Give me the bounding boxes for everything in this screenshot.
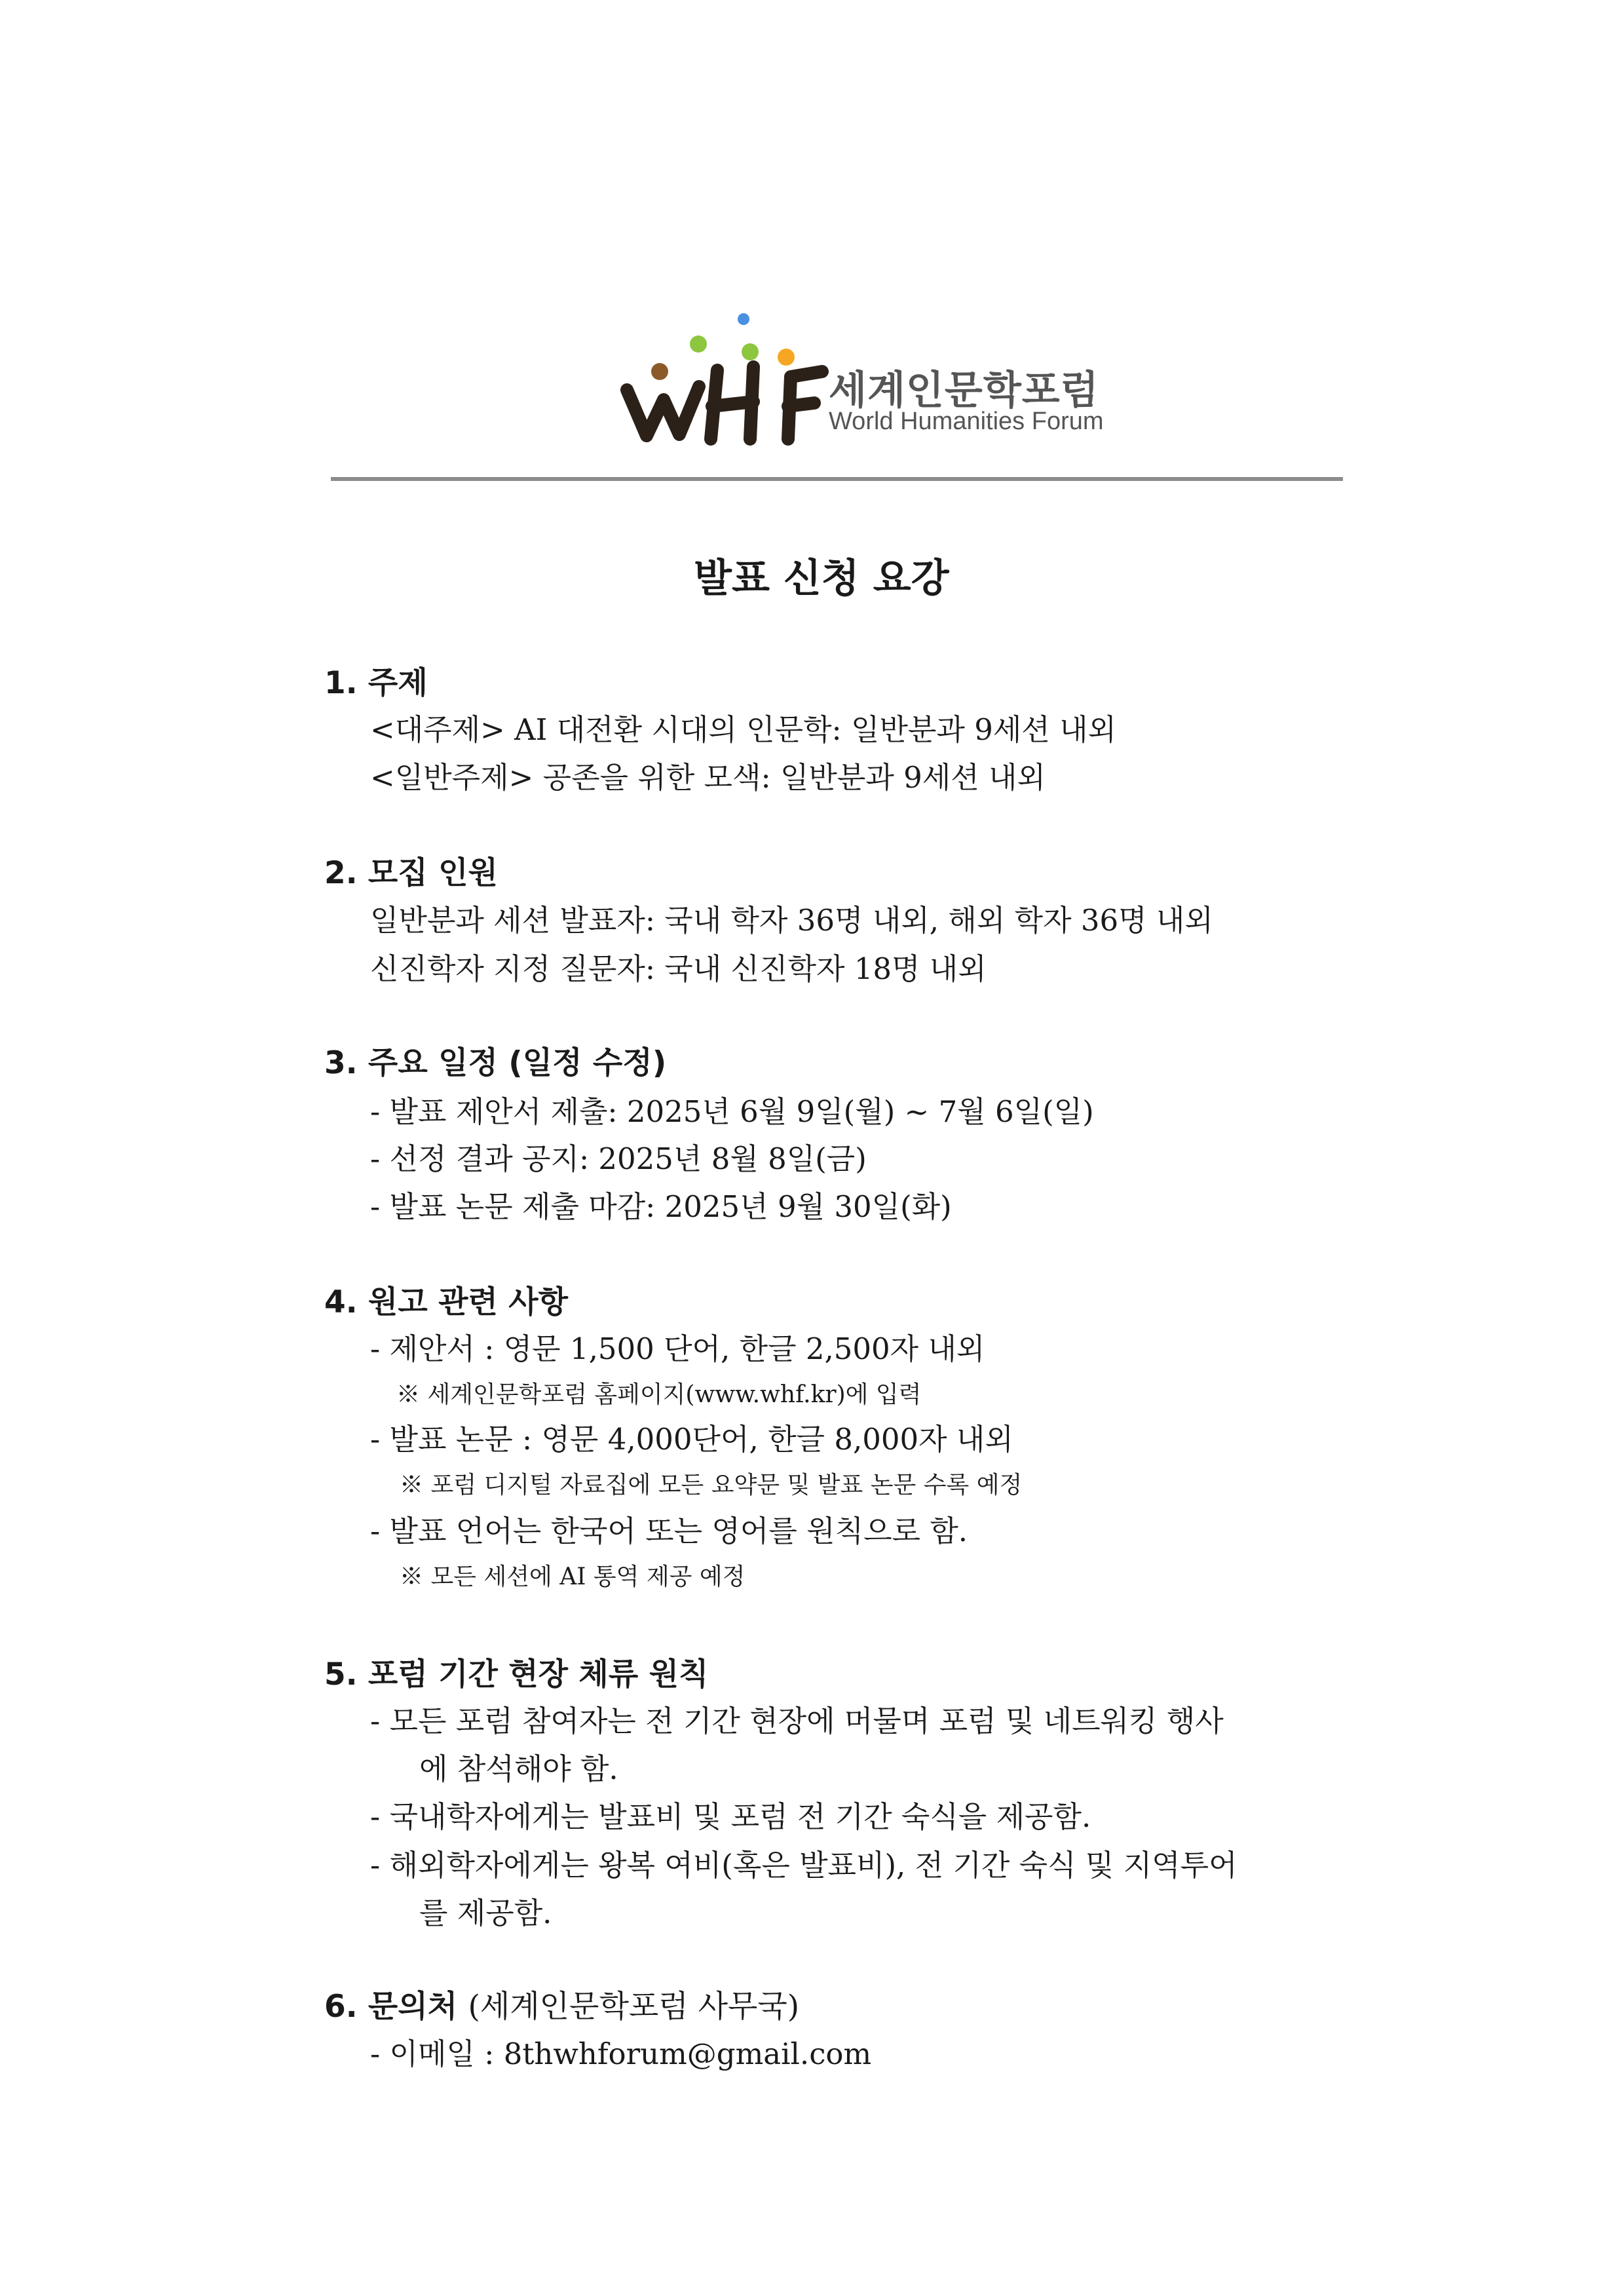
section-4-line-1: - 제안서 : 영문 1,500 단어, 한글 2,500자 내외 (370, 1331, 985, 1366)
logo-letter-w (627, 387, 699, 436)
org-name-english: World Humanities Forum (829, 408, 1104, 435)
logo-letter-f (788, 372, 822, 439)
logo-dot-green (690, 335, 707, 353)
section-5-line-3: - 해외학자에게는 왕복 여비(혹은 발표비), 전 기간 숙식 및 지역투어 (370, 1848, 1237, 1883)
section-5-line-1-cont: 에 참석해야 함. (419, 1751, 618, 1786)
section-1-line-2: <일반주제> 공존을 위한 모색: 일반분과 9세션 내외 (370, 760, 1046, 795)
section-2-heading: 2. 모집 인원 (324, 855, 498, 891)
logo-dot-brown (651, 363, 668, 380)
section-3-line-3: - 발표 논문 제출 마감: 2025년 9월 30일(화) (370, 1189, 952, 1224)
section-6-heading-note: (세계인문학포럼 사무국) (468, 1989, 800, 2025)
section-3-line-1: - 발표 제안서 제출: 2025년 6월 9일(월) ~ 7월 6일(일) (370, 1094, 1094, 1129)
section-4-line-2: - 발표 논문 : 영문 4,000단어, 한글 8,000자 내외 (370, 1422, 1013, 1457)
section-1-line-1: <대주제> AI 대전환 시대의 인문학: 일반분과 9세션 내외 (370, 712, 1117, 747)
section-4-note-1: ※ 세계인문학포럼 홈페이지(www.whf.kr)에 입력 (396, 1381, 922, 1408)
section-2-line-2: 신진학자 지정 질문자: 국내 신진학자 18명 내외 (370, 951, 987, 986)
header-divider (331, 477, 1343, 481)
section-4-note-2: ※ 포럼 디지털 자료집에 모든 요약문 및 발표 논문 수록 예정 (400, 1472, 1023, 1499)
org-name-korean: 세계인문학포럼 (829, 368, 1099, 413)
section-3-line-2: - 선정 결과 공지: 2025년 8월 8일(금) (370, 1141, 867, 1176)
logo-dot-green-2 (742, 343, 759, 360)
section-5-heading: 5. 포럼 기간 현장 체류 원칙 (324, 1656, 709, 1693)
section-3-heading: 3. 주요 일정 (일정 수정) (324, 1045, 667, 1081)
logo-dot-orange (778, 349, 795, 366)
section-5-line-1: - 모든 포럼 참여자는 전 기간 현장에 머물며 포럼 및 네트워킹 행사 (370, 1704, 1224, 1738)
logo-letter-h (711, 367, 753, 439)
document-title: 발표 신청 요강 (694, 556, 949, 602)
contact-email: - 이메일 : 8thwhforum@gmail.com (370, 2037, 872, 2071)
section-6-heading-text: 6. 문의처 (324, 1989, 458, 2025)
section-1-heading: 1. 주제 (324, 665, 428, 701)
section-5-line-2: - 국내학자에게는 발표비 및 포럼 전 기간 숙식을 제공함. (370, 1799, 1091, 1834)
section-2-line-1: 일반분과 세션 발표자: 국내 학자 36명 내외, 해외 학자 36명 내외 (370, 903, 1213, 938)
section-6-heading (324, 1982, 799, 2026)
section-4-note-3: ※ 모든 세션에 AI 통역 제공 예정 (400, 1563, 746, 1590)
logo-dot-blue (738, 313, 749, 325)
section-4-line-3: - 발표 언어는 한국어 또는 영어를 원칙으로 함. (370, 1514, 968, 1548)
section-4-heading: 4. 원고 관련 사항 (324, 1284, 569, 1320)
section-5-line-3-cont: 를 제공함. (419, 1896, 552, 1930)
